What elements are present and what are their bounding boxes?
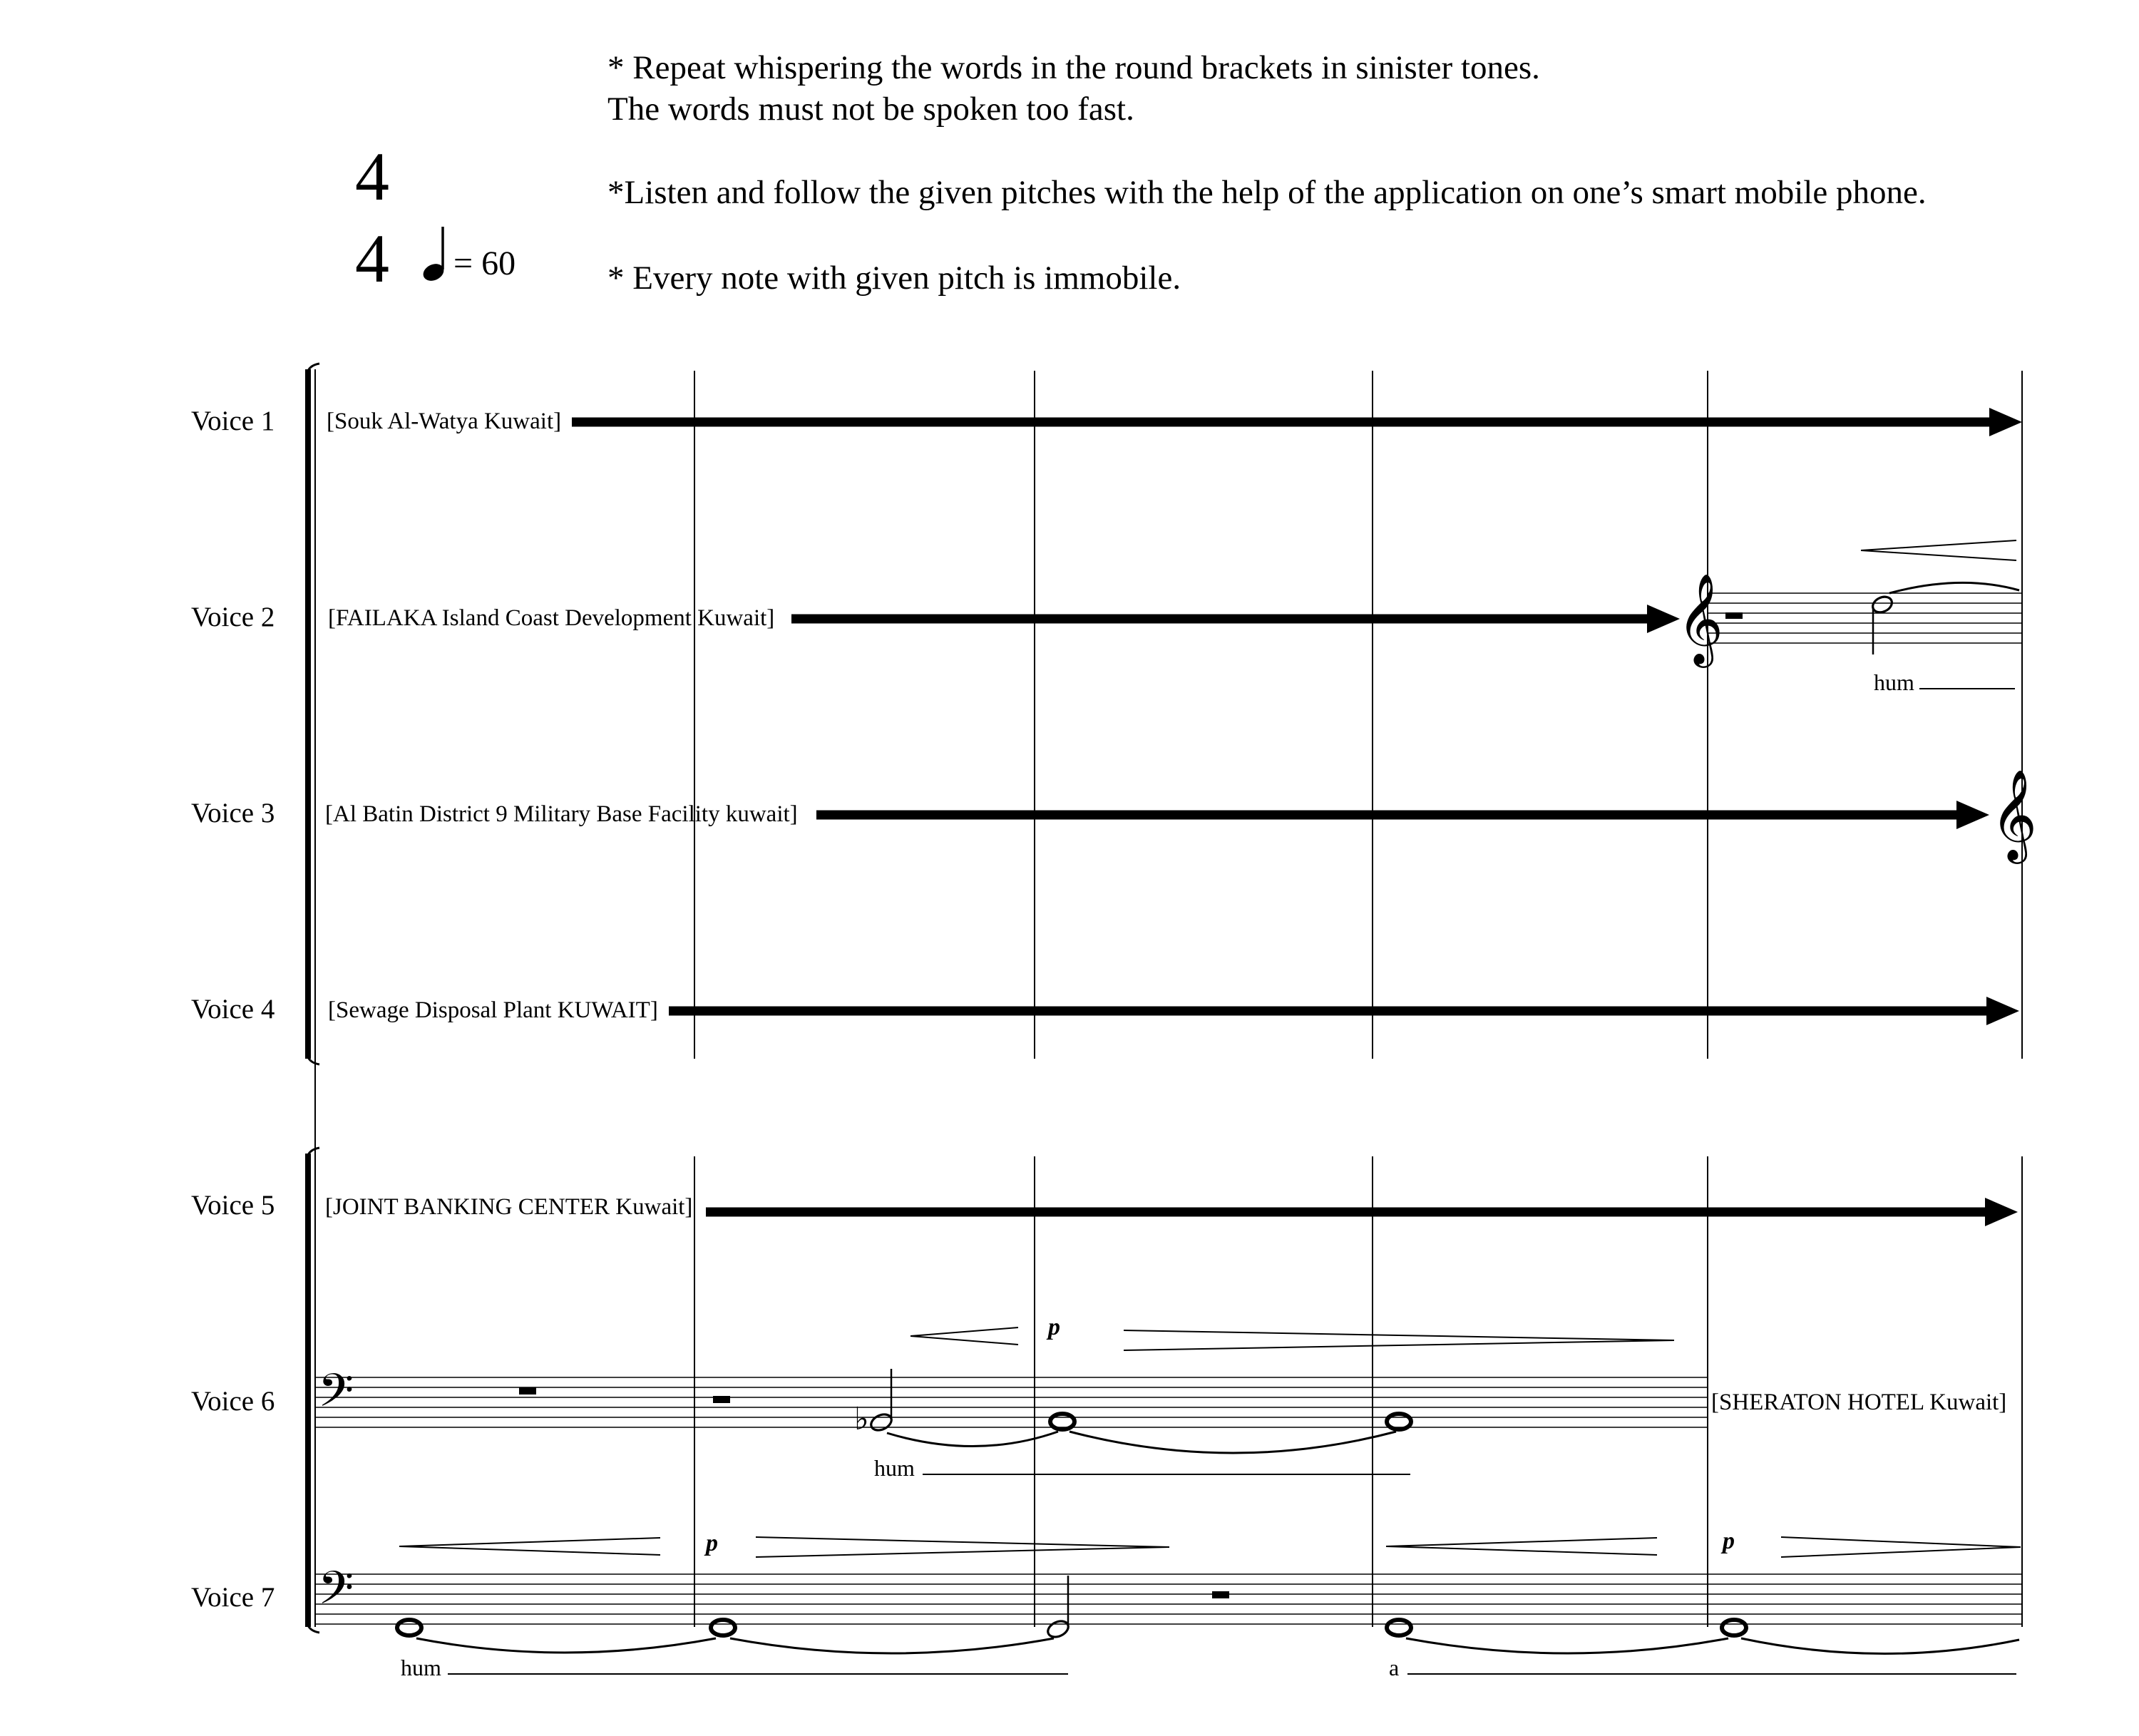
voice-7-lyric-hum: hum [401,1655,441,1680]
voice-6-label: Voice 6 [191,1386,275,1417]
voice-2-text: [FAILAKA Island Coast Development Kuwait] [328,605,775,631]
treble-clef-icon: 𝄞 [1991,769,2038,860]
half-rest-icon [1212,1591,1229,1598]
voice-7-staff [315,1574,2022,1624]
voice-4-arrow-head-icon [1986,997,2019,1025]
decrescendo-icon [1861,540,2016,560]
treble-clef-icon: 𝄞 [1677,572,1724,664]
voice-3-label: Voice 3 [191,798,275,828]
dynamic-piano: p [1723,1528,1735,1554]
system-brackets [308,364,319,1633]
dynamic-piano: p [1048,1314,1060,1340]
barlines [694,371,2022,1627]
instruction-line-1: * Repeat whispering the words in the round brackets in sinister tones. [607,49,1540,86]
whole-note-icon [711,1620,735,1635]
half-note-icon [868,1369,894,1433]
time-signature-bottom: 4 [355,220,389,297]
voice-2-row [328,540,2022,695]
decrescendo-icon [1781,1537,2021,1557]
decrescendo-icon [756,1537,1169,1557]
flat-icon: ♭ [854,1401,869,1437]
tempo-marking [421,227,515,284]
time-signature [355,138,389,297]
voice-6-row [315,1314,2006,1481]
dynamic-piano: p [706,1530,718,1556]
crescendo-icon [399,1538,660,1555]
voice-5-label: Voice 5 [191,1190,275,1221]
voice-6-staff [315,1377,1708,1427]
voice-1-label: Voice 1 [191,406,275,436]
whole-note-icon [397,1620,421,1635]
crescendo-icon [911,1327,1018,1345]
quarter-note-icon [421,227,446,284]
voice-4-label: Voice 4 [191,994,275,1024]
voice-5-text: [JOINT BANKING CENTER Kuwait] [325,1194,693,1220]
voice-6-text: [SHERATON HOTEL Kuwait] [1711,1390,2007,1415]
instruction-line-4: * Every note with given pitch is immobile. [607,260,1181,297]
instruction-line-2: The words must not be spoken too fast. [607,91,1134,128]
voice-2-staff [1708,593,2022,643]
tempo-value: = 60 [453,245,516,282]
half-note-icon [1045,1576,1071,1640]
instruction-line-3: *Listen and follow the given pitches with the help of the application on one’s smart mobile phone. [607,174,1927,211]
voice-6-lyric: hum [874,1455,915,1481]
voice-2-label: Voice 2 [191,602,275,632]
whole-rest-icon [713,1396,730,1403]
voice-1-text: [Souk Al-Watya Kuwait] [327,409,562,434]
voice-5-arrow-head-icon [1985,1198,2018,1226]
bass-clef-icon: 𝄢 [318,1365,354,1429]
voice-3-arrow-head-icon [1956,801,1989,829]
crescendo-icon [1386,1538,1657,1555]
voice-4-row [328,997,2019,1025]
voice-3-text: [Al Batin District 9 Military Base Facility kuwait] [325,801,798,827]
voice-4-text: [Sewage Disposal Plant KUWAIT] [328,997,658,1023]
decrescendo-icon [1124,1330,1674,1350]
whole-note-icon [1387,1620,1411,1635]
voice-labels [191,406,275,1613]
whole-note-icon [1722,1620,1746,1635]
voice-7-label: Voice 7 [191,1582,275,1613]
half-rest-icon [1725,612,1743,619]
voice-1-row [327,408,2022,436]
voice-7-row [315,1528,2022,1680]
voice-1-arrow-head-icon [1989,408,2022,436]
voice-2-arrow-head-icon [1647,605,1680,633]
time-signature-top: 4 [355,138,389,215]
voice-2-lyric: hum [1874,669,1914,695]
instructions [607,49,1927,297]
voice-3-row [325,769,2037,864]
whole-rest-icon [519,1387,536,1395]
bass-clef-icon: 𝄢 [318,1562,354,1626]
voice-5-row [325,1194,2018,1226]
voice-7-lyric-a: a [1389,1655,1400,1680]
